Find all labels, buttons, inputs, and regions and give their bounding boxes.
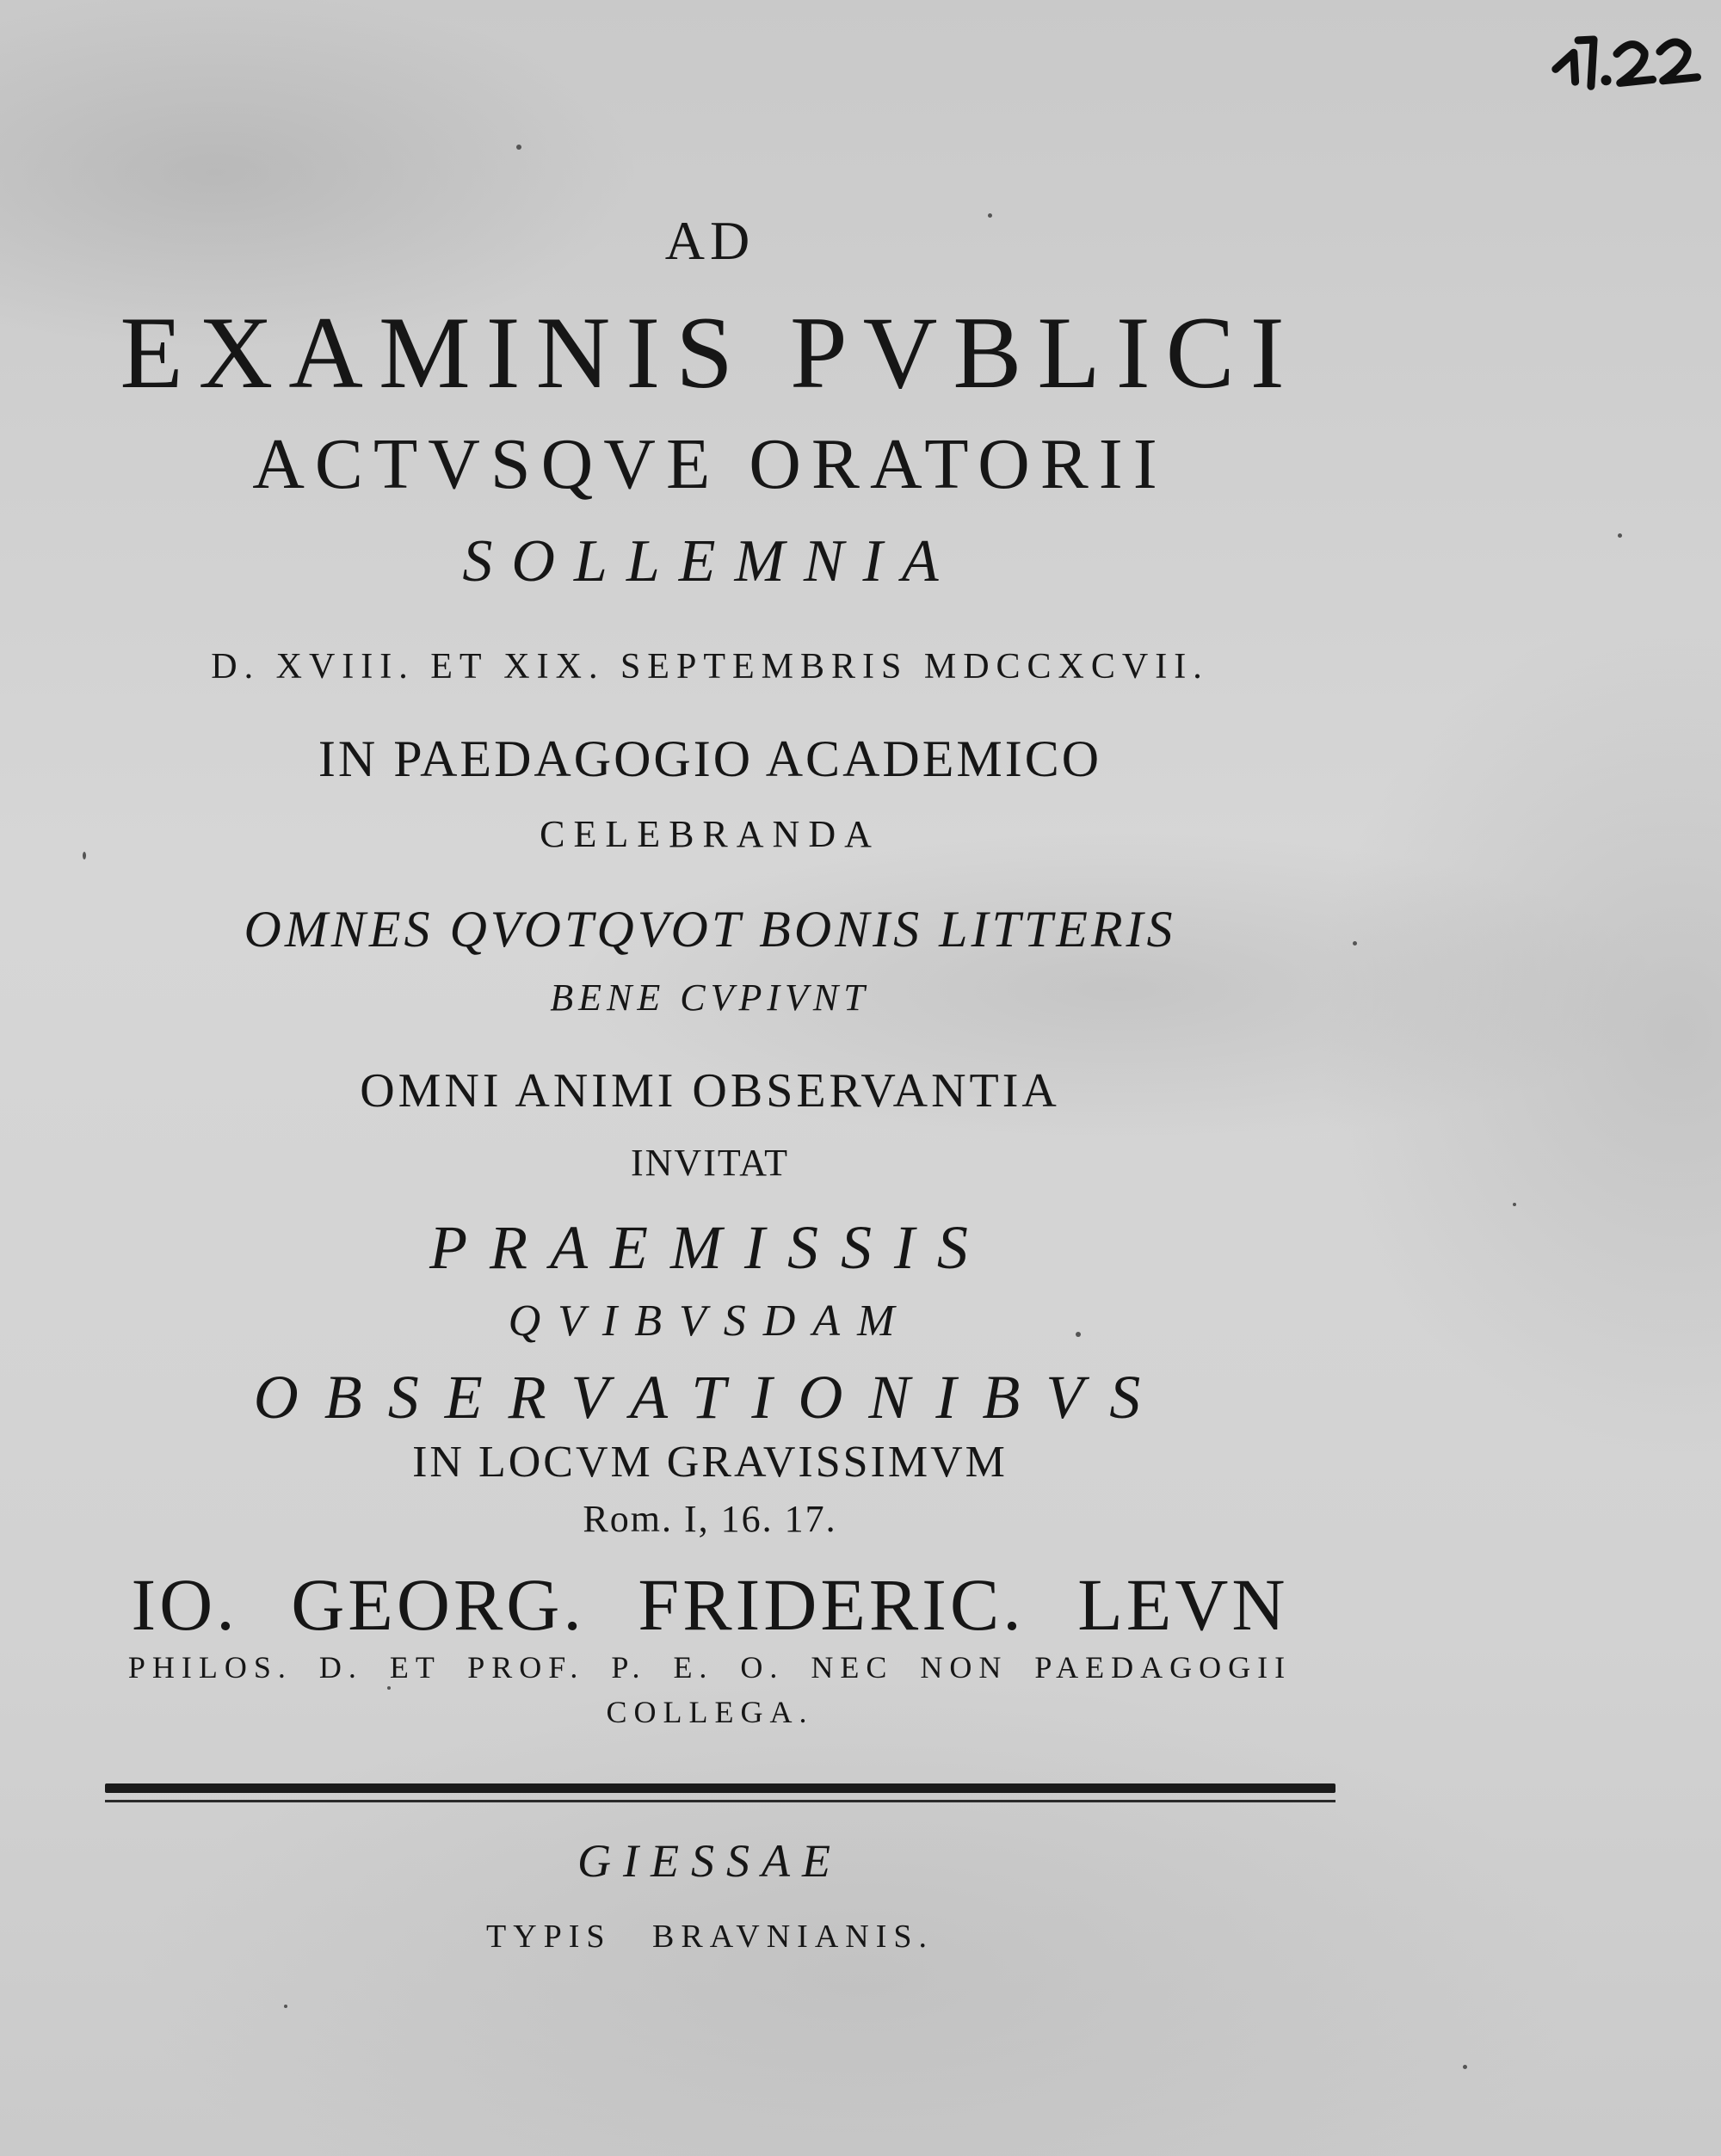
event-place: IN PAEDAGOGIO ACADEMICO xyxy=(318,730,1102,787)
praemissis-line: PRAEMISSIS xyxy=(429,1213,990,1282)
celebranda-line: CELEBRANDA xyxy=(540,813,880,855)
main-title: EXAMINIS PVBLICI xyxy=(120,295,1300,410)
heading-ad: AD xyxy=(664,210,756,271)
observationibus-line: OBSERVATIONIBVS xyxy=(253,1363,1167,1432)
audience-line: OMNES QVOTQVOT BONIS LITTERIS xyxy=(244,901,1176,958)
handwritten-shelfmark xyxy=(1543,11,1710,97)
quibusdam-line: QVIBVSDAM xyxy=(508,1297,912,1346)
author-name: IO. GEORG. FRIDERIC. LEVN xyxy=(131,1563,1289,1646)
imprint-city: GIESSAE xyxy=(577,1835,842,1887)
author-collega: COLLEGA. xyxy=(606,1695,814,1729)
subtitle-sollemnia: SOLLEMNIA xyxy=(462,528,958,594)
imprint-printer: TYPIS BRAVNIANIS. xyxy=(485,1919,935,1955)
subtitle-actus: ACTVSQVE ORATORII xyxy=(252,424,1168,504)
observantia-line: OMNI ANIMI OBSERVANTIA xyxy=(360,1064,1060,1118)
author-title: PHILOS. D. ET PROF. P. E. O. NEC NON PAEDAGOGII xyxy=(127,1650,1292,1685)
locum-line: IN LOCVM GRAVISSIMVM xyxy=(412,1438,1008,1487)
scripture-reference: Rom. I, 16. 17. xyxy=(583,1498,837,1540)
divider-rule-thin xyxy=(105,1800,1335,1802)
invitat-line: INVITAT xyxy=(631,1142,789,1184)
event-date: D. XVIII. ET XIX. SEPTEMBRIS MDCCXCVII. xyxy=(211,647,1209,687)
bene-cupiunt-line: BENE CVPIVNT xyxy=(550,976,870,1019)
divider-rule-thick xyxy=(105,1783,1335,1793)
